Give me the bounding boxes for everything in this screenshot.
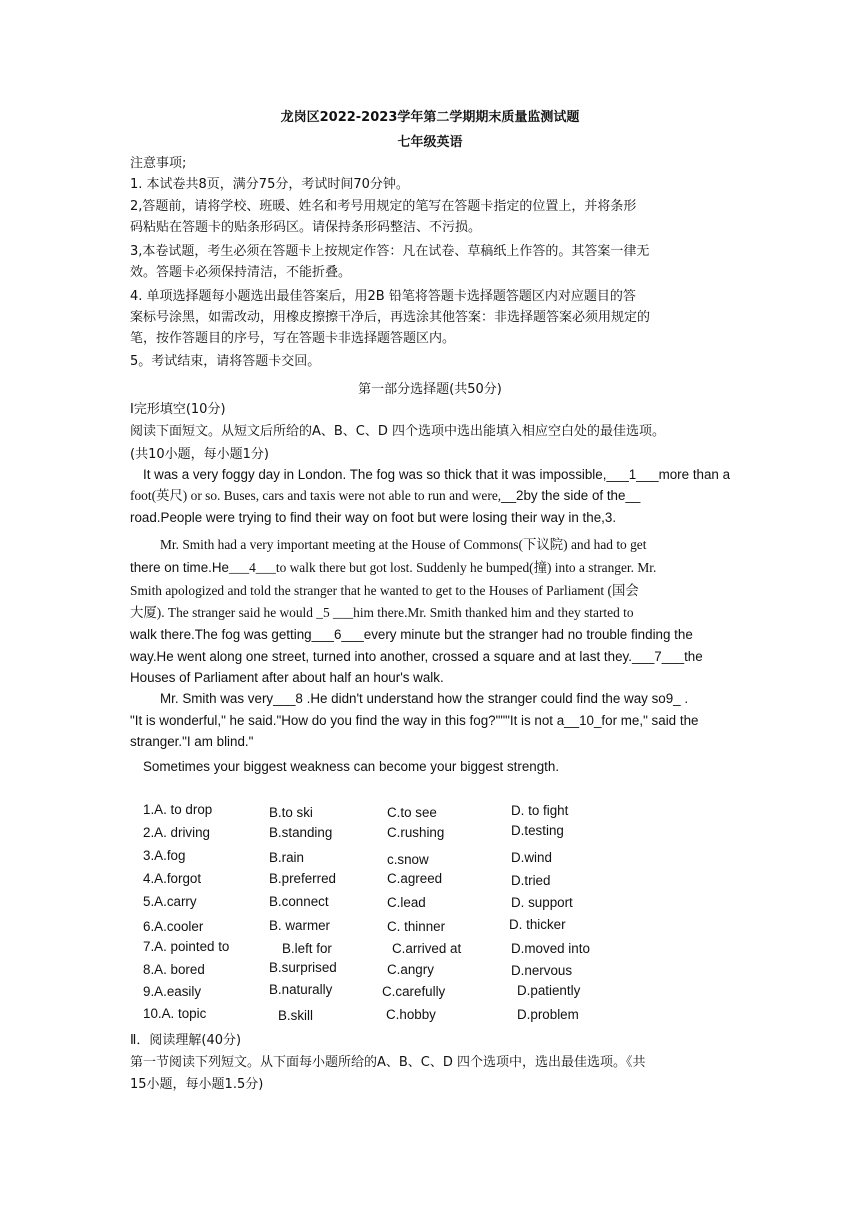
note-line: 笔，按作答题目的序号，写在答题卡非选择题答题区内。: [130, 331, 456, 346]
option-a: 4.A.forgot: [143, 871, 202, 886]
notes-heading: 注意事项;: [130, 156, 187, 171]
section1-instructions: (共10小题，每小题1分): [130, 447, 269, 462]
passage-fragment: foot(英尺) or so. Buses, cars and taxis were not able to run and were,: [130, 488, 502, 503]
option-d: D.patiently: [517, 983, 581, 998]
passage-line: Houses of Parliament after about half an hour's walk.: [130, 670, 444, 685]
note-line: 案标号涂黑，如需改动，用橡皮擦擦干净后，再选涂其他答案：非选择题答案必须用规定的: [130, 310, 651, 325]
passage-line: way.He went along one street, turned into another, crossed a square and at last they.___7___the: [130, 649, 703, 664]
option-d: D.moved into: [511, 941, 590, 956]
passage-line: road.People were trying to find their way on foot but were losing their way in the,3.: [130, 510, 617, 525]
option-c: C.agreed: [387, 871, 443, 886]
note-line: 码粘贴在答题卡的贴条形码区。请保持条形码整洁、不污损。: [130, 220, 482, 235]
option-a: 5.A.carry: [143, 894, 197, 909]
note-line: 2,答题前，请将学校、班暖、姓名和考号用规定的笔写在答题卡指定的位置上，并将条形: [130, 199, 637, 214]
option-b: B.rain: [269, 850, 304, 865]
part1-heading: 第一部分选择题(共50分): [358, 382, 502, 397]
option-a: 10.A. topic: [143, 1006, 207, 1021]
option-c: C.hobby: [386, 1007, 436, 1022]
option-a: 6.A.cooler: [143, 919, 204, 934]
note-line: 1. 本试卷共8页，满分75分，考试时间70分钟。: [130, 177, 409, 192]
exam-subtitle: 七年级英语: [397, 135, 463, 150]
option-b: B.standing: [269, 825, 333, 840]
section2-instructions: 第一节阅读下列短文。从下面每小题所给的A、B、C、D 四个选项中，选出最佳选项。《共: [130, 1055, 646, 1070]
note-line: 效。答题卡必须保持清洁，不能折叠。: [130, 265, 352, 280]
option-b: B.surprised: [269, 960, 337, 975]
option-b: B.naturally: [269, 982, 333, 997]
passage-line: Sometimes your biggest weakness can become your biggest strength.: [143, 759, 560, 774]
option-b: B.preferred: [269, 871, 336, 886]
option-d: D.wind: [511, 850, 552, 865]
passage-line: Mr. Smith was very___8 .He didn't understand how the stranger could find the way so9_ .: [160, 691, 689, 706]
option-a: 9.A.easily: [143, 984, 202, 999]
option-b: B.left for: [282, 941, 332, 956]
option-d: D. support: [511, 895, 573, 910]
exam-title: 龙岗区2022-2023学年第二学期期末质量监测试题: [280, 110, 580, 125]
passage-line: Smith apologized and told the stranger that he wanted to get to the Houses of Parliament (国会: [130, 583, 639, 598]
option-c: C.to see: [387, 805, 437, 820]
option-d: D.problem: [517, 1007, 579, 1022]
option-a: 1.A. to drop: [143, 802, 213, 817]
option-b: B.skill: [278, 1008, 313, 1023]
passage-fragment: __2by the side of the__: [501, 488, 641, 503]
option-c: C.carefully: [382, 984, 446, 999]
option-c: C.lead: [387, 895, 426, 910]
note-line: 4. 单项选择题每小题选出最佳答案后，用2B 铅笔将答题卡选择题答题区内对应题目的答: [130, 289, 636, 304]
passage-line: walk there.The fog was getting___6___every minute but the stranger had no trouble finding the: [130, 627, 693, 642]
option-b: B.connect: [269, 894, 329, 909]
note-line: 5。考试结束，请将答题卡交回。: [130, 354, 321, 369]
passage-fragment: ___4___to walk there but got lost. Suddenly he bumped(撞) into a stranger. Mr.: [229, 560, 657, 575]
option-a: 2.A. driving: [143, 825, 210, 840]
section1-title: I完形填空(10分): [130, 402, 226, 417]
option-b: B. warmer: [269, 918, 331, 933]
option-d: D.tried: [511, 873, 551, 888]
option-c: C.arrived at: [392, 941, 462, 956]
note-line: 3,本卷试题，考生必须在答题卡上按规定作答：凡在试卷、草稿纸上作答的。其答案一律无: [130, 244, 650, 259]
option-a: 8.A. bored: [143, 962, 205, 977]
section2-instructions: 15小题，每小题1.5分): [130, 1077, 264, 1092]
section1-instructions: 阅读下面短文。从短文后所给的A、B、C、D 四个选项中选出能填入相应空白处的最佳选项。: [130, 424, 666, 439]
option-d: D. to fight: [511, 803, 569, 818]
passage-line: Mr. Smith had a very important meeting at the House of Commons(下议院) and had to get: [160, 537, 647, 552]
option-a: 3.A.fog: [143, 848, 186, 863]
passage-fragment: there on time.He: [130, 560, 229, 575]
option-c: c.snow: [387, 852, 429, 867]
section2-title: Ⅱ．阅读理解(40分): [130, 1033, 242, 1048]
option-a: 7.A. pointed to: [143, 939, 230, 954]
option-c: C.angry: [387, 962, 434, 977]
passage-line: 大厦). The stranger said he would _5 ___him there.Mr. Smith thanked him and they started to: [130, 605, 634, 620]
option-b: B.to ski: [269, 805, 313, 820]
passage-line: [130, 559, 656, 577]
passage-line: [130, 487, 640, 505]
passage-line: "It is wonderful," he said."How do you find the way in this fog?"""It is not a__10_for me," said the: [130, 713, 699, 728]
passage-line: It was a very foggy day in London. The fog was so thick that it was impossible,___1___more than a: [143, 467, 731, 482]
passage-line: stranger."I am blind.": [130, 734, 254, 749]
option-d: D. thicker: [509, 917, 566, 932]
option-d: D.nervous: [511, 963, 573, 978]
option-c: C.rushing: [387, 825, 445, 840]
option-c: C. thinner: [387, 919, 446, 934]
option-d: D.testing: [511, 823, 564, 838]
